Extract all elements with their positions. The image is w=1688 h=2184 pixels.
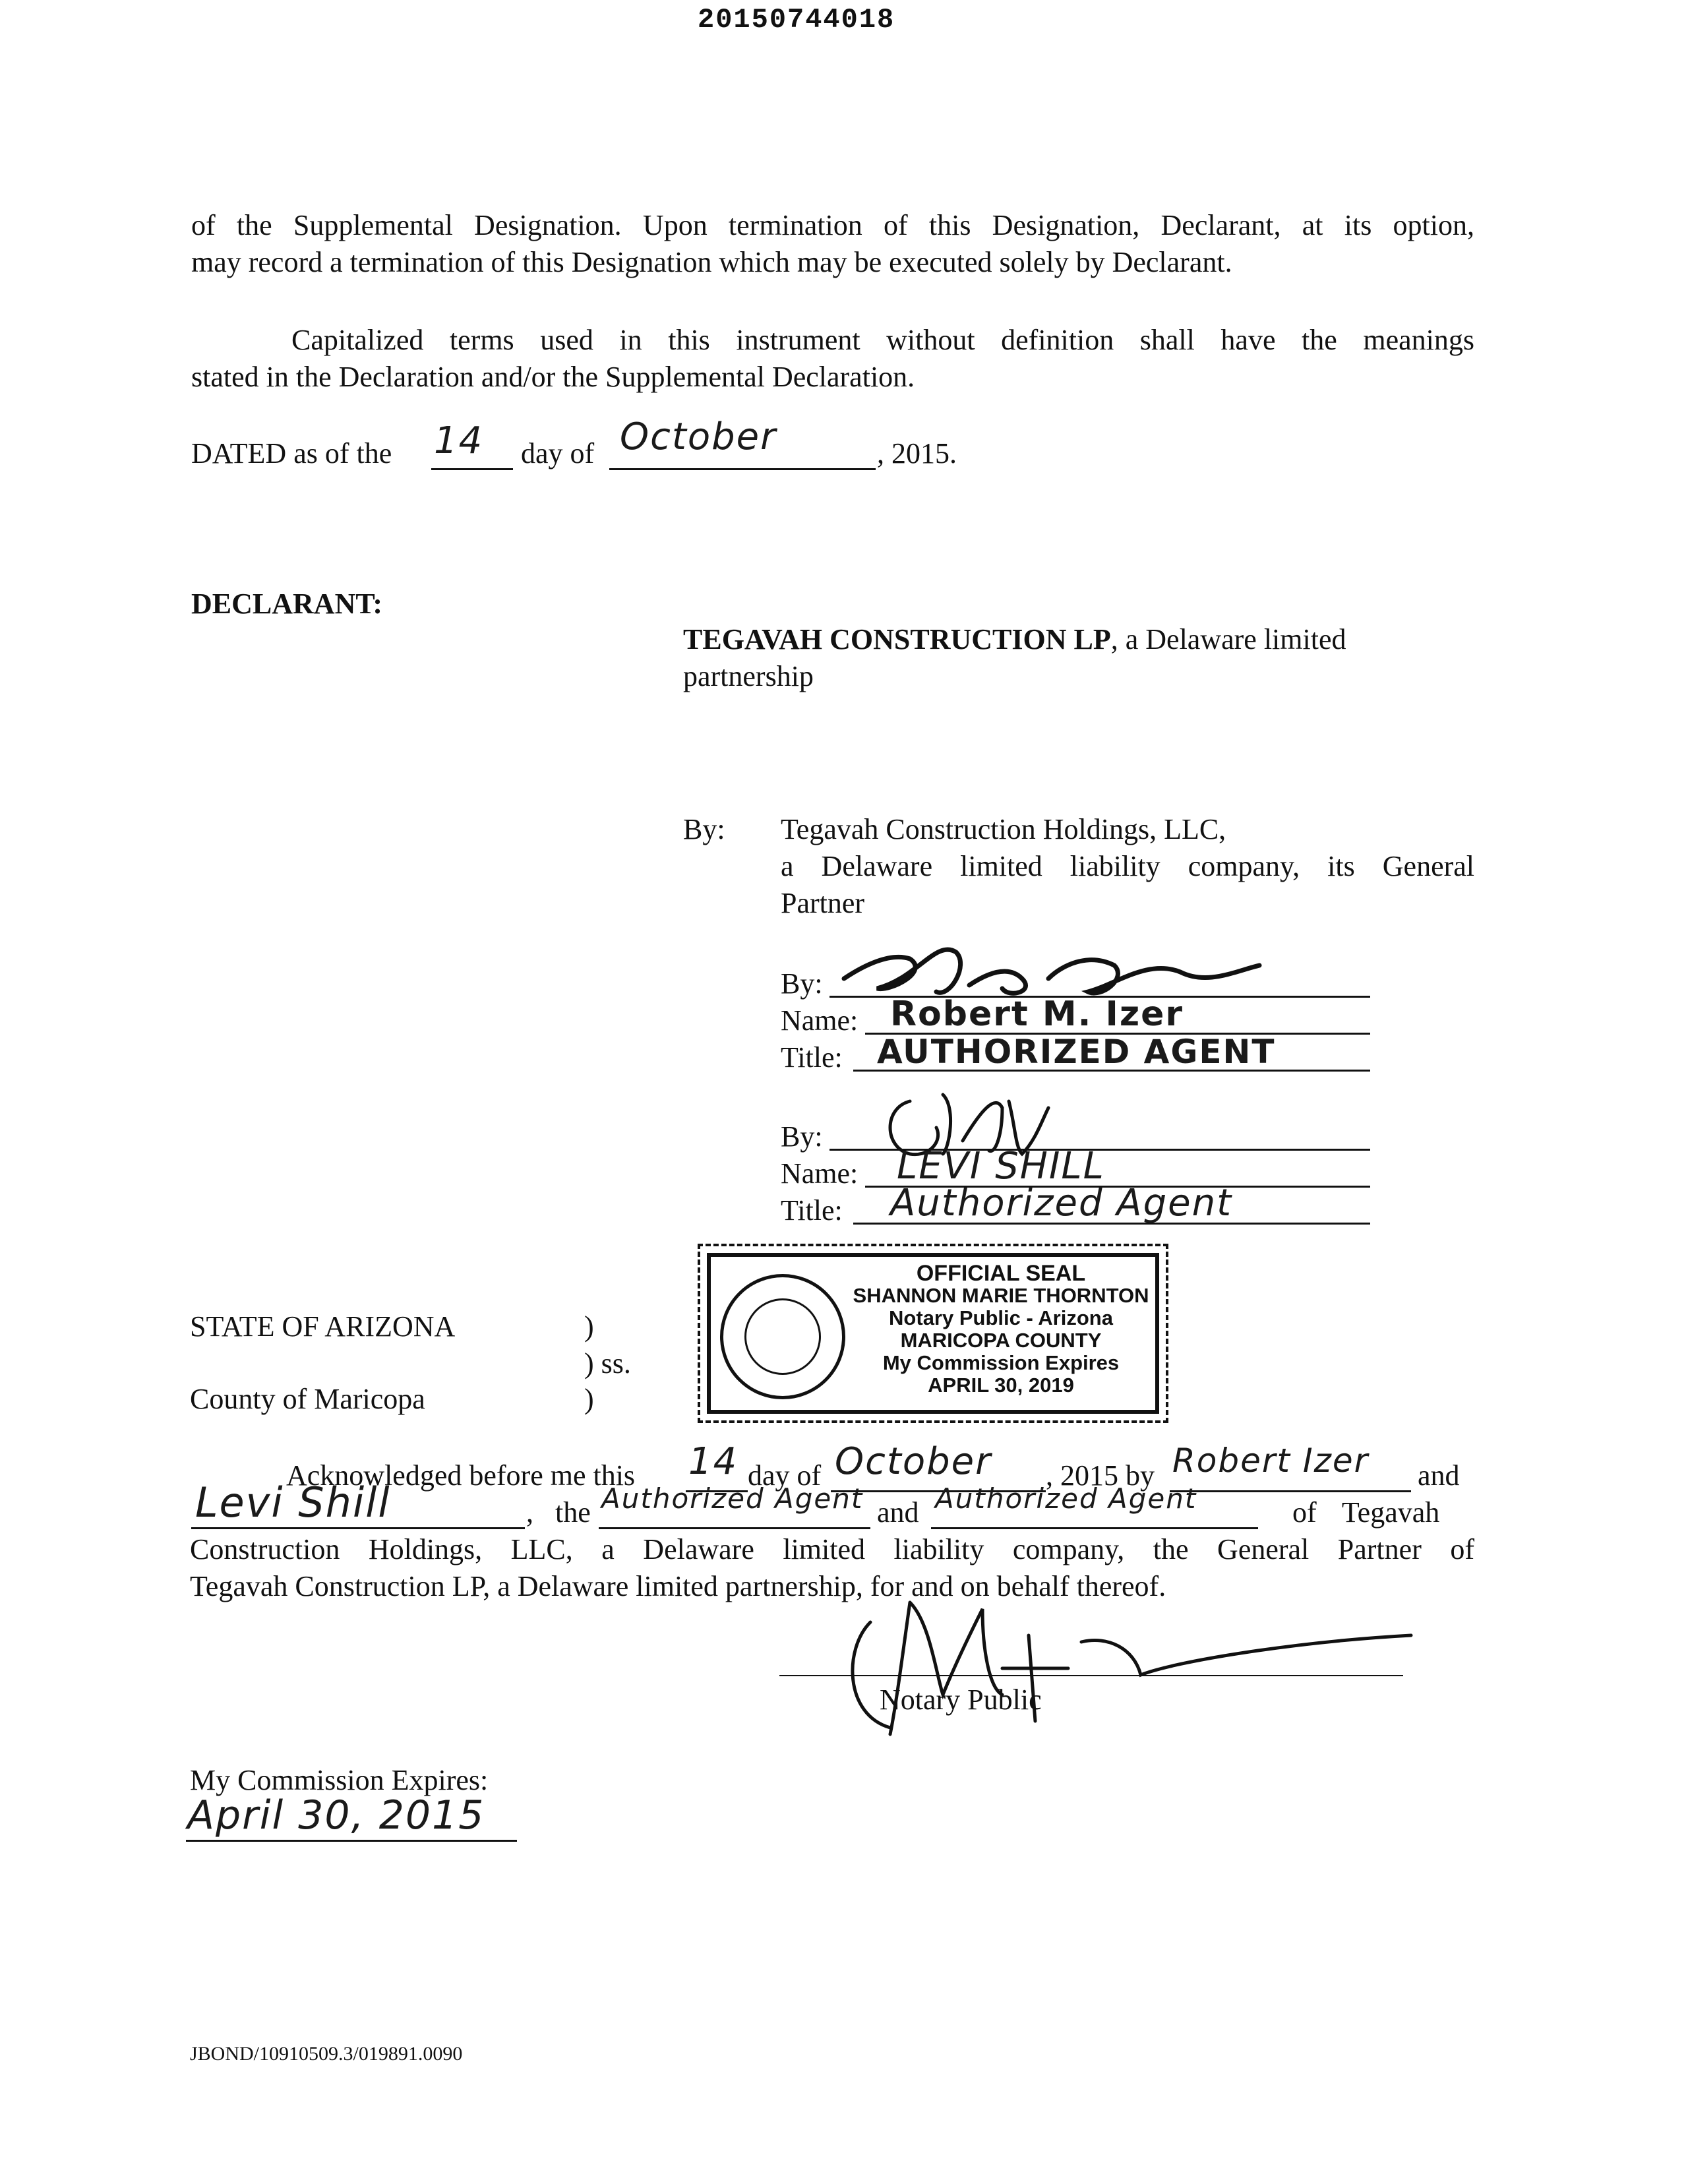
dated-month-line: [609, 468, 876, 470]
signer2-by-label: By:: [781, 1120, 823, 1153]
dated-day-value: 14: [434, 419, 484, 462]
ack-line-3: Construction Holdings, LLC, a Delaware limited liability company, the General Partner of: [190, 1533, 1474, 1565]
ack-title2-line: [931, 1527, 1258, 1529]
ack-name2-line: [191, 1527, 525, 1529]
by-line-1: Tegavah Construction Holdings, LLC,: [781, 813, 1226, 845]
ack-text-7: of Tegavah: [1292, 1496, 1440, 1529]
ack-title1-line: [599, 1527, 870, 1529]
ack-text-1: Acknowledged before me this: [286, 1459, 636, 1492]
seal-line-3: Notary Public - Arizona: [889, 1306, 1113, 1329]
paragraph-1-line-1: of the Supplemental Designation. Upon termination of this Designation, Declarant, at its option,: [191, 209, 1474, 241]
commission-value: April 30, 2015: [187, 1792, 485, 1838]
by-line-2: a Delaware limited liability company, its General: [781, 850, 1474, 882]
state-seal-icon: [720, 1274, 845, 1399]
seal-line-5: My Commission Expires: [882, 1351, 1120, 1374]
venue-state: STATE OF ARIZONA: [190, 1310, 456, 1343]
commission-line: [186, 1840, 517, 1842]
dated-prefix: DATED as of the: [191, 437, 392, 470]
signer2-name-label: Name:: [781, 1157, 859, 1190]
signer2-title-label: Title:: [781, 1194, 843, 1227]
ack-text-4: and: [1418, 1459, 1460, 1492]
ack-title2-value: Authorized Agent: [935, 1482, 1197, 1515]
ack-day-value: 14: [688, 1440, 738, 1483]
entity-name-bold: TEGAVAH CONSTRUCTION LP: [683, 623, 1111, 655]
venue-county: County of Maricopa: [190, 1383, 425, 1415]
venue-paren-2: ): [584, 1383, 594, 1415]
seal-line-2: SHANNON MARIE THORNTON: [853, 1284, 1149, 1307]
document-number: 20150744018: [698, 4, 895, 36]
signer1-name-value: Robert M. Izer: [890, 994, 1184, 1034]
seal-line-4: MARICOPA COUNTY: [900, 1329, 1102, 1352]
notary-seal-text: [849, 1262, 1153, 1397]
notary-signature: [831, 1596, 1424, 1744]
entity-name: [683, 621, 1346, 658]
declarant-label: DECLARANT:: [191, 588, 383, 620]
notary-seal: [707, 1253, 1159, 1414]
notary-signature-line: [779, 1675, 1403, 1676]
dated-day-line: [431, 468, 513, 470]
seal-line-6: APRIL 30, 2019: [928, 1374, 1074, 1397]
venue-ss: ) ss.: [584, 1347, 631, 1380]
commission-label: My Commission Expires:: [190, 1764, 489, 1796]
signer2-name-value: LEVI SHILL: [897, 1145, 1105, 1188]
signer2-title-value: Authorized Agent: [890, 1182, 1233, 1225]
paragraph-2-line-1: Capitalized terms used in this instrument without definition shall have the meanings: [291, 324, 1474, 356]
ack-text-6: and: [877, 1496, 919, 1529]
dated-suffix: , 2015.: [877, 437, 957, 470]
dated-mid: day of: [521, 437, 595, 470]
by-label: By:: [683, 813, 725, 845]
signer1-by-label: By:: [781, 967, 823, 1000]
seal-line-1: OFFICIAL SEAL: [916, 1261, 1086, 1286]
ack-month-value: October: [835, 1440, 992, 1483]
dated-month-value: October: [620, 415, 777, 458]
ack-text-5: , the: [526, 1496, 591, 1529]
ack-name2-value: Levi Shill: [195, 1478, 391, 1527]
signer1-title-label: Title:: [781, 1041, 843, 1074]
ack-title1-value: Authorized Agent: [601, 1482, 864, 1515]
paragraph-2-line-2: stated in the Declaration and/or the Supplemental Declaration.: [191, 361, 915, 393]
by-line-3: Partner: [781, 887, 865, 919]
venue-paren-1: ): [584, 1310, 594, 1343]
ack-name1-line: [1170, 1490, 1411, 1492]
ack-line-4: Tegavah Construction LP, a Delaware limited partnership, for and on behalf thereof.: [190, 1570, 1166, 1602]
ack-name1-value: Robert Izer: [1172, 1441, 1370, 1480]
signer1-name-label: Name:: [781, 1004, 859, 1037]
ack-text-3: , 2015 by: [1046, 1459, 1155, 1492]
ack-text-2: day of: [748, 1459, 822, 1492]
footer-reference: JBOND/10910509.3/019891.0090: [190, 2043, 463, 2065]
notary-label: Notary Public: [880, 1684, 1042, 1716]
paragraph-1-line-2: may record a termination of this Designation which may be executed solely by Declarant.: [191, 246, 1232, 278]
signer1-title-value: AUTHORIZED AGENT: [877, 1033, 1276, 1071]
entity-line-2: partnership: [683, 660, 814, 692]
entity-name-rest: , a Delaware limited: [1110, 623, 1346, 655]
